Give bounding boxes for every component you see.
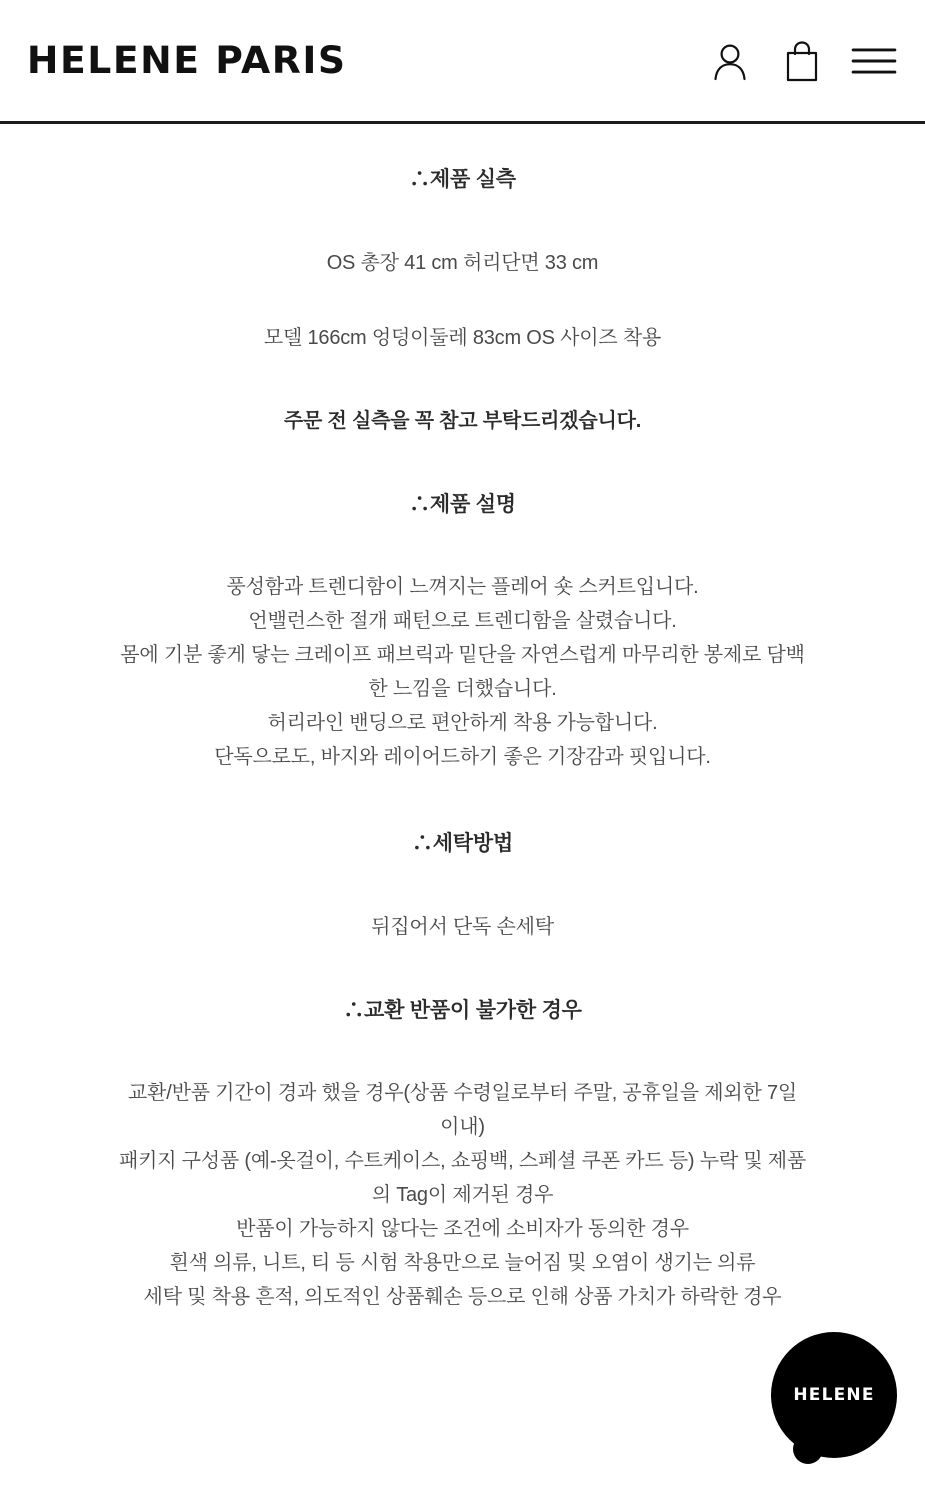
spacer [30,279,895,323]
spacer [30,354,895,406]
measurement-line: 모델 166cm 엉덩이둘레 83cm OS 사이즈 착용 [263,326,662,349]
shopping-bag-icon[interactable] [779,38,825,84]
spacer [30,196,895,248]
hamburger-menu-icon[interactable] [851,38,897,84]
return-policy-line: 이내) [440,1116,485,1138]
description-line: 허리라인 밴딩으로 편안하게 착용 가능합니다. [267,712,658,734]
spacer [30,520,895,572]
spacer [30,437,895,489]
section-heading-wash: ∴세탁방법 [411,832,514,855]
description-line: 단독으로도, 바지와 레이어드하기 좋은 기장감과 핏입니다. [214,746,711,768]
spacer [30,860,895,912]
chat-bubble-button[interactable] [771,1332,897,1458]
return-policy-paragraph [30,1078,895,1313]
description-line: 언밸런스한 절개 패턴으로 트렌디함을 살렸습니다. [248,610,677,632]
return-policy-line: 세탁 및 착용 흔적, 의도적인 상품훼손 등으로 인해 상품 가치가 하락한 경우 [143,1286,782,1308]
chat-bubble-label: HELENE [793,1385,875,1405]
return-policy-line: 의 Tag이 제거된 경우 [371,1184,554,1206]
return-policy-line: 흰색 의류, 니트, 티 등 시험 착용만으로 늘어짐 및 오염이 생기는 의류 [169,1252,756,1274]
spacer [30,1026,895,1078]
description-line: 한 느낌을 더했습니다. [368,678,557,700]
wash-line: 뒤집어서 단독 손세탁 [371,915,554,938]
brand-logo[interactable]: HELENE PARIS [26,39,347,82]
product-detail-description [0,124,925,1313]
section-heading-return-policy: ∴교환 반품이 불가한 경우 [343,998,582,1022]
account-icon[interactable] [707,38,753,84]
site-header [0,0,925,124]
return-policy-line: 패키지 구성품 (예-옷걸이, 수트케이스, 쇼핑백, 스페셜 쿠폰 카드 등) 누락 및 제품 [118,1150,807,1172]
measurement-notice: 주문 전 실측을 꼭 참고 부탁드리겠습니다. [283,409,642,432]
section-heading-description: ∴제품 설명 [409,492,516,516]
description-line: 풍성함과 트렌디함이 느껴지는 플레어 숏 스커트입니다. [226,576,699,598]
description-paragraph [30,572,895,773]
return-policy-line: 교환/반품 기간이 경과 했을 경우(상품 수령일로부터 주말, 공휴일을 제외한 7일 [127,1082,798,1104]
measurement-line: OS 총장 41 cm 허리단면 33 cm [326,251,599,274]
spacer [30,776,895,828]
return-policy-line: 반품이 가능하지 않다는 조건에 소비자가 동의한 경우 [236,1218,689,1240]
section-heading-measurement: ∴제품 실측 [409,168,516,191]
description-line: 몸에 기분 좋게 닿는 크레이프 패브릭과 밑단을 자연스럽게 마무리한 봉제로 담백 [120,644,805,666]
header-icon-group [707,38,897,84]
spacer [30,943,895,995]
